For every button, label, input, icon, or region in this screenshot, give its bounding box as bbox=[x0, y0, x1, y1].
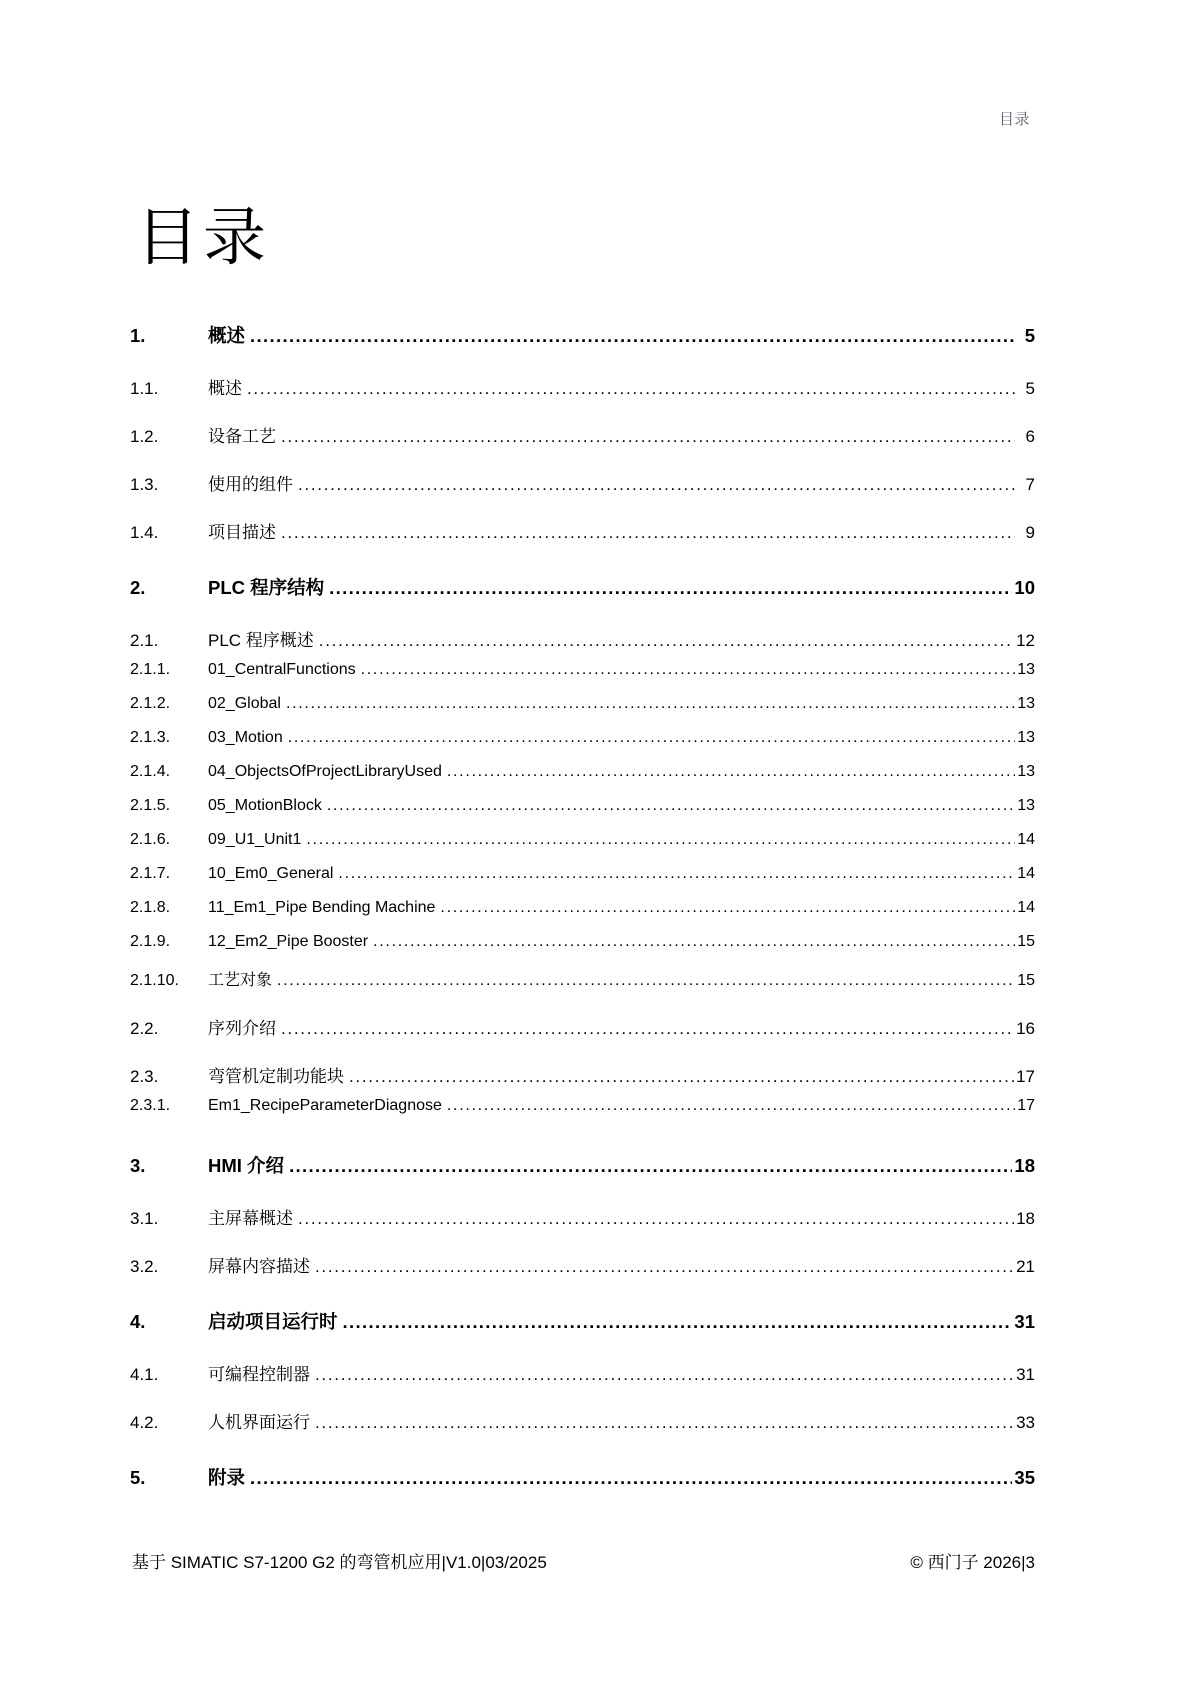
toc-leader-dots bbox=[447, 763, 1015, 781]
toc-leader-dots bbox=[440, 899, 1015, 917]
toc-entry-title: 屏幕内容描述 bbox=[208, 1257, 310, 1276]
toc-leader-dots bbox=[315, 1257, 1014, 1277]
toc-entry-title: 概述 bbox=[208, 379, 242, 398]
toc-entry-2-1-2[interactable] bbox=[130, 695, 1035, 720]
toc-entry-number: 2.1.3. bbox=[130, 729, 171, 746]
toc-entry-page-number: 9 bbox=[1025, 523, 1035, 542]
toc-leader-dots bbox=[281, 1019, 1014, 1039]
toc-entry-page-number: 35 bbox=[1014, 1467, 1035, 1488]
toc-entry-page-number: 33 bbox=[1016, 1413, 1035, 1432]
toc-entry-page-number: 18 bbox=[1016, 1209, 1035, 1228]
toc-entry-2-1-8[interactable] bbox=[130, 899, 1035, 924]
toc-entry-number: 2. bbox=[130, 577, 146, 598]
toc-entry-page-number: 18 bbox=[1014, 1155, 1035, 1176]
toc-entry-page-number: 15 bbox=[1017, 933, 1035, 950]
toc-entry-page-number: 15 bbox=[1017, 972, 1035, 989]
toc-entry-1-1[interactable] bbox=[130, 374, 1035, 400]
toc-entry-number: 1.2. bbox=[130, 427, 159, 446]
toc-entry-title: 04_ObjectsOfProjectLibraryUsed bbox=[208, 763, 442, 780]
toc-entry-page-number: 17 bbox=[1016, 1067, 1035, 1086]
toc-entry-3-1[interactable] bbox=[130, 1204, 1035, 1230]
toc-entry-page-number: 5 bbox=[1024, 325, 1035, 346]
toc-entry-number: 4.2. bbox=[130, 1413, 159, 1432]
footer-document-reference: 基于 SIMATIC S7-1200 G2 的弯管机应用|V1.0|03/2025 bbox=[132, 1553, 547, 1572]
toc-entry-page-number: 7 bbox=[1025, 475, 1035, 494]
toc-entry-page-number: 31 bbox=[1014, 1311, 1035, 1332]
toc-leader-dots bbox=[298, 1209, 1014, 1229]
toc-leader-dots bbox=[319, 631, 1014, 651]
toc-entry-title: 09_U1_Unit1 bbox=[208, 831, 302, 848]
toc-entry-number: 1.1. bbox=[130, 379, 159, 398]
toc-entry-2-1-5[interactable] bbox=[130, 797, 1035, 822]
toc-entry-title: 主屏幕概述 bbox=[208, 1209, 293, 1228]
toc-entry-number: 1.3. bbox=[130, 475, 159, 494]
toc-entry-title: PLC 程序结构 bbox=[208, 577, 325, 598]
toc-entry-title: 工艺对象 bbox=[208, 972, 273, 989]
toc-entry-title: 12_Em2_Pipe Booster bbox=[208, 933, 369, 950]
toc-entry-2[interactable] bbox=[130, 574, 1035, 604]
toc-entry-title: 03_Motion bbox=[208, 729, 283, 746]
toc-leader-dots bbox=[343, 1311, 1013, 1333]
toc-leader-dots bbox=[277, 972, 1015, 990]
toc-entry-2-3-1[interactable] bbox=[130, 1097, 1035, 1122]
toc-entry-page-number: 10 bbox=[1014, 577, 1035, 598]
toc-entry-5[interactable] bbox=[130, 1464, 1035, 1494]
toc-entry-4[interactable] bbox=[130, 1308, 1035, 1338]
toc-entry-number: 3.1. bbox=[130, 1209, 159, 1228]
toc-leader-dots bbox=[306, 831, 1015, 849]
toc-entry-number: 2.1.1. bbox=[130, 661, 171, 678]
toc-entry-title: 05_MotionBlock bbox=[208, 797, 322, 814]
toc-leader-dots bbox=[315, 1365, 1014, 1385]
toc-entry-2-1-6[interactable] bbox=[130, 831, 1035, 856]
toc-entry-title: 弯管机定制功能块 bbox=[208, 1067, 344, 1086]
toc-entry-title: 概述 bbox=[208, 325, 246, 346]
toc-entry-title: 启动项目运行时 bbox=[208, 1311, 338, 1332]
toc-leader-dots bbox=[281, 427, 1015, 447]
toc-entry-page-number: 13 bbox=[1017, 729, 1035, 746]
toc-entry-title: 11_Em1_Pipe Bending Machine bbox=[208, 899, 436, 916]
toc-entry-number: 2.1.9. bbox=[130, 933, 171, 950]
toc-entry-number: 4.1. bbox=[130, 1365, 159, 1384]
footer-copyright: © 西门子 2026|3 bbox=[910, 1553, 1035, 1572]
toc-entry-number: 2.2. bbox=[130, 1019, 159, 1038]
toc-leader-dots bbox=[288, 729, 1015, 747]
toc-entry-number: 1.4. bbox=[130, 523, 159, 542]
toc-entry-title: HMI 介绍 bbox=[208, 1155, 285, 1176]
toc-entry-page-number: 14 bbox=[1017, 899, 1035, 916]
toc-entry-page-number: 13 bbox=[1017, 797, 1035, 814]
toc-entry-1-4[interactable] bbox=[130, 518, 1035, 544]
toc-entry-title: 项目描述 bbox=[208, 523, 276, 542]
toc-entry-page-number: 31 bbox=[1016, 1365, 1035, 1384]
toc-entry-2-1-1[interactable] bbox=[130, 661, 1035, 686]
toc-entry-number: 2.1.10. bbox=[130, 972, 179, 989]
toc-entry-number: 2.3. bbox=[130, 1067, 159, 1086]
toc-entry-page-number: 21 bbox=[1016, 1257, 1035, 1276]
toc-entry-title: PLC 程序概述 bbox=[208, 631, 314, 650]
toc-entry-number: 3.2. bbox=[130, 1257, 159, 1276]
page-footer bbox=[132, 1548, 1035, 1573]
toc-entry-title: 人机界面运行 bbox=[208, 1413, 310, 1432]
toc-entry-number: 3. bbox=[130, 1155, 146, 1176]
toc-entry-page-number: 13 bbox=[1017, 763, 1035, 780]
toc-entry-number: 2.1.2. bbox=[130, 695, 171, 712]
toc-entry-title: 01_CentralFunctions bbox=[208, 661, 356, 678]
toc-entry-number: 2.1.7. bbox=[130, 865, 171, 882]
toc-leader-dots bbox=[315, 1413, 1014, 1433]
toc-entry-page-number: 14 bbox=[1017, 831, 1035, 848]
toc-leader-dots bbox=[373, 933, 1015, 951]
toc-entry-number: 5. bbox=[130, 1467, 146, 1488]
toc-entry-page-number: 6 bbox=[1025, 427, 1035, 446]
toc-entry-1-3[interactable] bbox=[130, 470, 1035, 496]
toc-entry-2-2[interactable] bbox=[130, 1014, 1035, 1040]
toc-leader-dots bbox=[250, 1467, 1012, 1489]
toc-leader-dots bbox=[298, 475, 1015, 495]
toc-entry-4-2[interactable] bbox=[130, 1408, 1035, 1434]
page-title: 目录 bbox=[136, 203, 270, 274]
toc-leader-dots bbox=[327, 797, 1015, 815]
toc-leader-dots bbox=[447, 1097, 1015, 1115]
toc-entry-2-1[interactable] bbox=[130, 626, 1035, 652]
toc-leader-dots bbox=[349, 1067, 1014, 1087]
toc-entry-title: 可编程控制器 bbox=[208, 1365, 310, 1384]
toc-entry-4-1[interactable] bbox=[130, 1360, 1035, 1386]
toc-entry-1[interactable] bbox=[130, 322, 1035, 352]
toc-entry-title: 设备工艺 bbox=[208, 427, 276, 446]
toc-leader-dots bbox=[250, 325, 1015, 347]
toc-entry-page-number: 16 bbox=[1016, 1019, 1035, 1038]
toc-entry-2-1-4[interactable] bbox=[130, 763, 1035, 788]
toc-entry-page-number: 13 bbox=[1017, 695, 1035, 712]
toc-entry-page-number: 13 bbox=[1017, 661, 1035, 678]
toc-entry-page-number: 17 bbox=[1017, 1097, 1035, 1114]
toc-entry-2-1-9[interactable] bbox=[130, 933, 1035, 958]
table-of-contents bbox=[130, 322, 1035, 1494]
toc-entry-2-1-7[interactable] bbox=[130, 865, 1035, 890]
toc-entry-3[interactable] bbox=[130, 1152, 1035, 1182]
toc-entry-number: 4. bbox=[130, 1311, 146, 1332]
toc-entry-number: 2.1.8. bbox=[130, 899, 171, 916]
toc-entry-title: 使用的组件 bbox=[208, 475, 293, 494]
toc-entry-number: 2.1.5. bbox=[130, 797, 171, 814]
toc-leader-dots bbox=[247, 379, 1015, 399]
toc-entry-page-number: 14 bbox=[1017, 865, 1035, 882]
toc-entry-1-2[interactable] bbox=[130, 422, 1035, 448]
toc-entry-2-3[interactable] bbox=[130, 1062, 1035, 1088]
toc-leader-dots bbox=[338, 865, 1015, 883]
toc-entry-3-2[interactable] bbox=[130, 1252, 1035, 1278]
toc-leader-dots bbox=[286, 695, 1015, 713]
toc-entry-number: 2.1.4. bbox=[130, 763, 171, 780]
toc-entry-number: 2.1.6. bbox=[130, 831, 171, 848]
toc-leader-dots bbox=[361, 661, 1015, 679]
toc-entry-page-number: 12 bbox=[1016, 631, 1035, 650]
toc-entry-title: 序列介绍 bbox=[208, 1019, 276, 1038]
toc-entry-2-1-3[interactable] bbox=[130, 729, 1035, 754]
toc-entry-number: 1. bbox=[130, 325, 146, 346]
toc-entry-2-1-10[interactable] bbox=[130, 967, 1035, 992]
running-header: 目录 bbox=[998, 111, 1030, 128]
toc-leader-dots bbox=[329, 577, 1012, 599]
toc-entry-title: 02_Global bbox=[208, 695, 281, 712]
toc-leader-dots bbox=[289, 1155, 1012, 1177]
toc-leader-dots bbox=[281, 523, 1015, 543]
toc-entry-title: 附录 bbox=[208, 1467, 246, 1488]
toc-entry-number: 2.3.1. bbox=[130, 1097, 171, 1114]
toc-entry-title: Em1_RecipeParameterDiagnose bbox=[208, 1097, 442, 1114]
toc-entry-title: 10_Em0_General bbox=[208, 865, 334, 882]
toc-entry-number: 2.1. bbox=[130, 631, 159, 650]
toc-entry-page-number: 5 bbox=[1025, 379, 1035, 398]
